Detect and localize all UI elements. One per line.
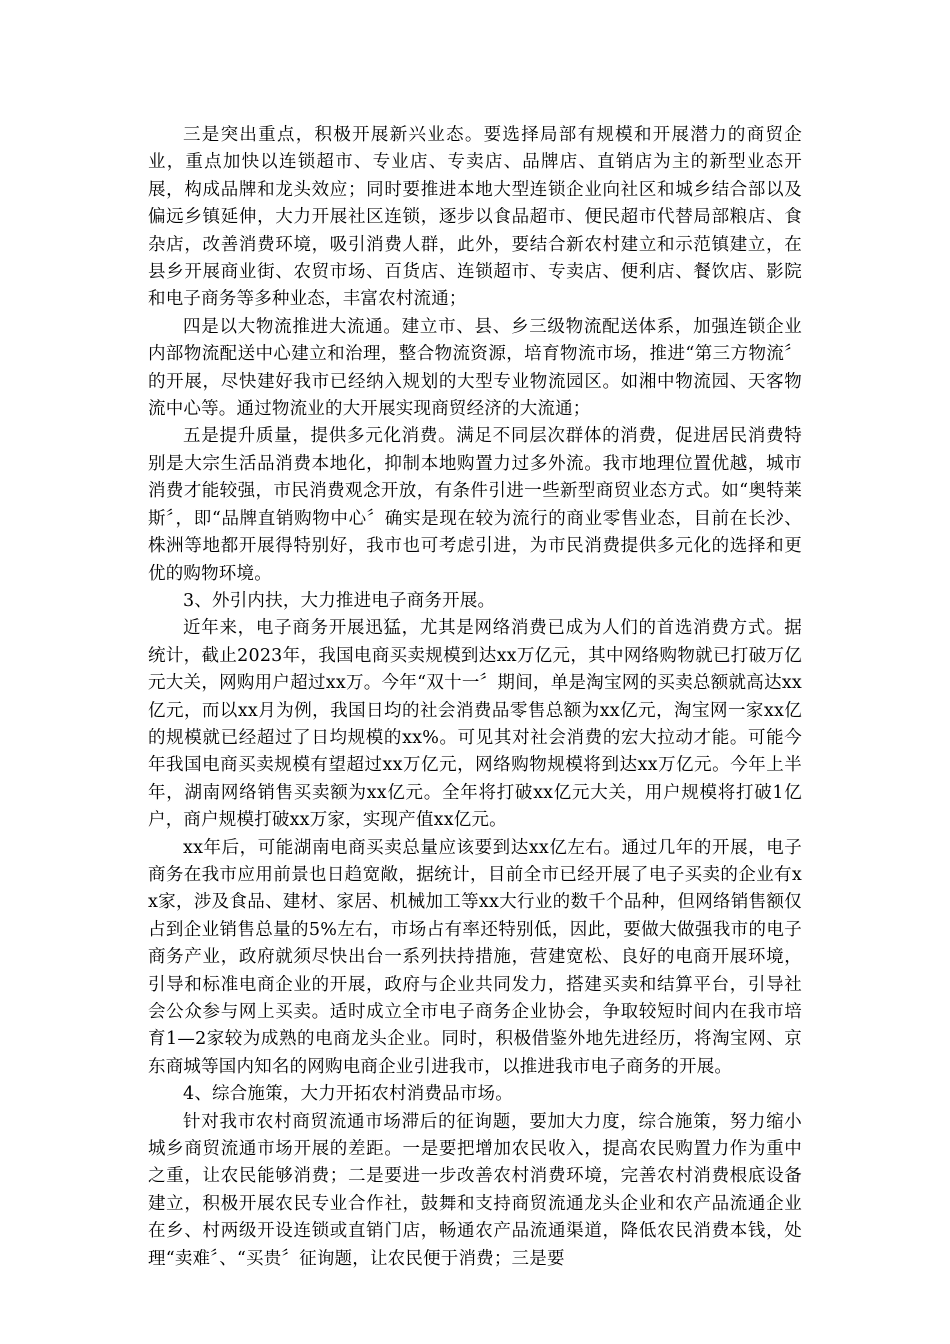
paragraph-new-business-formats: 三是突出重点，积极开展新兴业态。要选择局部有规模和开展潜力的商贸企业，重点加快以连锁超市、专业店、专卖店、品牌店、直销店为主的新型业态开展，构成品牌和龙头效应；同时要推进本地大型连锁企业向社区和城乡结合部以及偏远乡镇延伸，大力开展社区连锁，逐步以食品超市、便民超市代替局部粮店、食杂店，改善消费环境，吸引消费人群，此外，要结合新农村建立和示范镇建立，在县乡开展商业街、农贸市场、百货店、连锁超市、专卖店、便利店、餐饮店、影院和电子商务等多种业态，丰富农村流通；	[148, 125, 802, 310]
heading-rural-market: 4、综合施策，大力开拓农村消费品市场。	[183, 1084, 513, 1105]
paragraph-logistics: 四是以大物流推进大流通。建立市、县、乡三级物流配送体系，加强连锁企业内部物流配送中心建立和治理，整合物流资源，培育物流市场，推进“第三方物流〞的开展，尽快建好我市已经纳入规划的大型专业物流园区。如湘中物流园、天客物流中心等。通过物流业的大开展实现商贸经济的大流通；	[148, 316, 802, 420]
paragraph-rural-market: 针对我市农村商贸流通市场滞后的征询题，要加大力度，综合施策，努力缩小城乡商贸流通市场开展的差距。一是要把增加农民收入，提高农民购置力作为重中之重，让农民能够消费；二是要进一步改善农村消费环境，完善农村消费根底设备建立，积极开展农民专业合作社，鼓舞和支持商贸流通龙头企业和农产品流通企业在乡、村两级开设连锁或直销门店，畅通农产品流通渠道，降低农民消费本钱，处理“卖难〞、“买贵〞征询题，让农民便于消费；三是要	[148, 1111, 802, 1269]
document-body	[148, 122, 802, 1273]
paragraph-quality-consumption: 五是提升质量，提供多元化消费。满足不同层次群体的消费，促进居民消费特别是大宗生活品消费本地化，抑制本地购置力过多外流。我市地理位置优越，城市消费才能较强，市民消费观念开放，有条件引进一些新型商贸业态方式。如“奥特莱斯〞，即“品牌直销购物中心〞确实是现在较为流行的商业零售业态，目前在长沙、株洲等地都开展得特别好，我市也可考虑引进，为市民消费提供多元化的选择和更优的购物环境。	[148, 426, 802, 584]
heading-ecommerce: 3、外引内扶，大力推进电子商务开展。	[183, 590, 496, 611]
paragraph-ecommerce-local: xx年后，可能湖南电商买卖总量应该要到达xx亿左右。通过几年的开展，电子商务在我市应用前景也日趋宽敞，据统计，目前全市已经开展了电子买卖的企业有xx家，涉及食品、建材、家居、机械加工等xx大行业的数千个品种，但网络销售额仅占到企业销售总量的5%左右，市场占有率还特别低，因此，要做大做强我市的电子商务产业，政府就须尽快出台一系列扶持措施，营建宽松、良好的电商开展环境，引导和标准电商企业的开展，政府与企业共同发力，搭建买卖和结算平台，引导社会公众参与网上买卖。适时成立全市电子商务企业协会，争取较短时间内在我市培育1—2家较为成熟的电商龙头企业。同时，积极借鉴外地先进经历，将淘宝网、京东商城等国内知名的网购电商企业引进我市，以推进我市电子商务的开展。	[148, 837, 802, 1077]
paragraph-ecommerce-growth: 近年来，电子商务开展迅猛，尤其是网络消费已成为人们的首选消费方式。据统计，截止2023年，我国电商买卖规模到达xx万亿元，其中网络购物就已打破万亿元大关，网购用户超过xx万。今年“双十一〞期间，单是淘宝网的买卖总额就高达xx亿元，而以xx月为例，我国日均的社会消费品零售总额为xx亿元，淘宝网一家xx亿的规模就已经超过了日均规模的xx%。可见其对社会消费的宏大拉动才能。可能今年我国电商买卖规模有望超过xx万亿元，网络购物规模将到达xx万亿元。今年上半年，湖南网络销售买卖额为xx亿元。全年将打破xx亿元大关，用户规模将打破1亿户，商户规模打破xx万家，实现产值xx亿元。	[148, 618, 802, 831]
